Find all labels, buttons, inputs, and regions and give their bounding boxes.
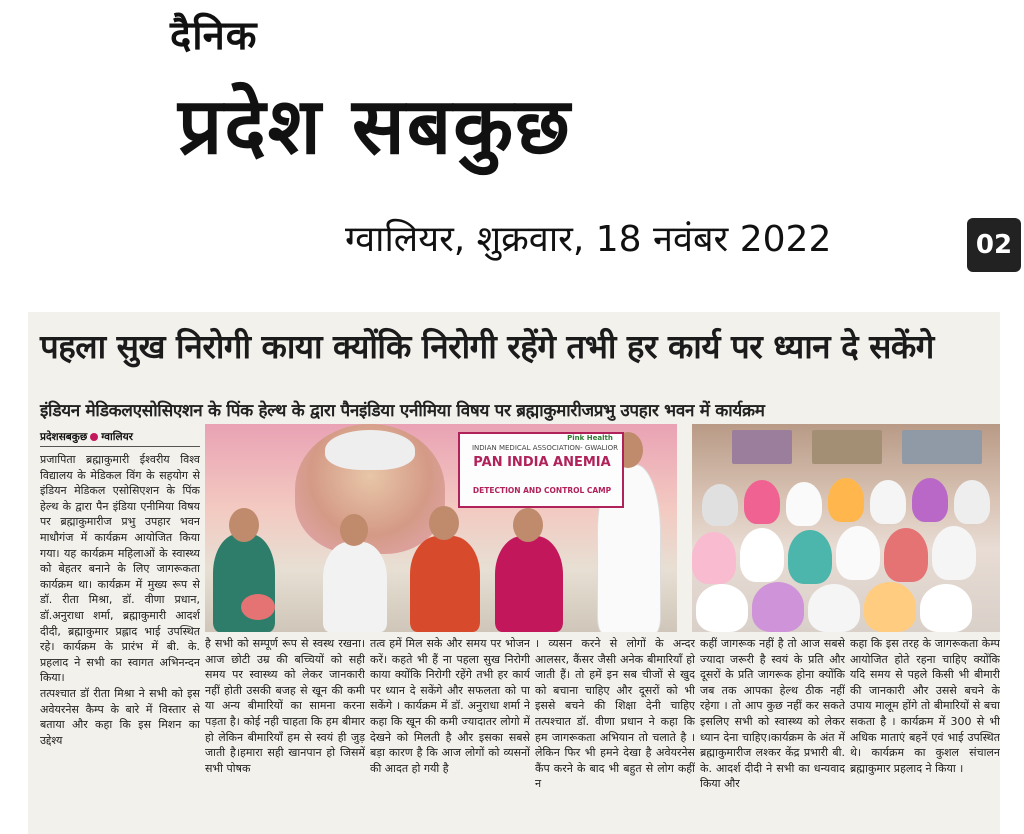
masthead-daily: दैनिक	[170, 13, 258, 59]
masthead-title: प्रदेश सबकुछ	[178, 82, 572, 172]
audience-member	[752, 582, 804, 632]
dateline: ग्वालियर, शुक्रवार, 18 नवंबर 2022	[345, 219, 832, 260]
article-byline	[40, 430, 200, 447]
portrait-hair	[325, 430, 415, 470]
audience-member	[828, 478, 864, 522]
audience-member	[744, 480, 780, 524]
flower-bouquet	[241, 594, 275, 620]
audience-member	[920, 584, 972, 632]
guest-figure	[410, 536, 480, 632]
audience-member	[692, 532, 736, 584]
audience-member	[912, 478, 948, 522]
article-column-5: कहीं जागरूक नहीं है तो आज सबसे ज्यादा जरूरी है स्वयं के प्रति और दूसरों के प्रति जागरूक होना क्योंकि जब तक आपका हेल्थ ठीक नहीं रहेगा । तो आप कुछ नहीं कर सकते इसलिए सभी को स्वास्थ्य को लेकर ध्यान देना चाहिए।कार्यक्रम के अंत में ब्रह्माकुमारीज लश्कर केंद्र प्रभारी बी. के. आदर्श दीदी ने सभी का धन्यवाद किया और	[700, 637, 845, 791]
byline-source: प्रदेशसबकुछ	[40, 431, 88, 443]
guest-head	[513, 508, 543, 542]
banner-tag: Pink Health	[567, 434, 613, 442]
banner-org-line: INDIAN MEDICAL ASSOCIATION- GWALIOR	[471, 444, 619, 452]
wall-frame	[902, 430, 982, 464]
wall-frame	[732, 430, 792, 464]
audience-member	[836, 526, 880, 580]
article-column-1: प्रजापिता ब्रह्माकुमारी ईश्वरीय विश्व विद्यालय के मेडिकल विंग के सहयोग से इंडियन मेडिकल एसोसिएशन के पिंक हेल्थ के द्वारा पैन इंडिया एनीमिया विषय पर ब्रह्माकुमारीज प्रभु उपहार भवन माधौगंज में कार्यक्रम आयोजित किया गया। यह कार्यक्रम महिलाओं के स्वास्थ्य को बेहतर बनाने के लिए जागरूकता कार्यक्रम था। कार्यक्रम में मुख्य रूप से डॉ. रीता मिश्रा, डॉ. वीणा प्रधान, डॉ.अनुराधा शर्मा, ब्रह्माकुमारी आदर्श दीदी, ब्रह्माकुमार प्रह्लाद भाई उपस्थित रहे। कार्यक्रम के प्रारंभ में बी. के. प्रहलाद ने सभी का स्वागत अभिनन्दन किया। तत्पश्चात डॉ रीता मिश्रा ने सभी को इस अवेयरनेस कैम्प के बारे में विस्तार से बताया और कहा कि इस मिशन का उद्देश्य	[40, 453, 200, 747]
guest-figure	[323, 542, 387, 632]
article-subheadline: इंडियन मेडिकलएसोसिएशन के पिंक हेल्थ के द्वारा पैनइंडिया एनीमिया विषय पर ब्रह्माकुमारीजप्रभु उपहार भवन में कार्यक्रम	[40, 401, 765, 421]
article-column-2: है सभी को सम्पूर्ण रूप से स्वस्थ रखना। आज छोटी उम्र की बच्चियों को सही समय पर स्वास्थ्य को लेकर जानकारी नहीं होती उसकी बजह से खून की कमी या अन्य बीमारियों का सामना करना पड़ता है। कोई नही चाहता कि हम बीमार हो लेकिन बीमारियाँ हम से स्वयं ही जुड़ जाती है।हमारा सही खानपान हो जिसमें सभी पोषक	[205, 637, 365, 775]
audience-member	[932, 526, 976, 580]
guest-figure	[495, 536, 563, 632]
guest-head	[229, 508, 259, 542]
audience-member	[740, 528, 784, 582]
article-column-3: तत्व हमें मिल सके और समय पर भोजन करें। कहते भी हैं ना पहला सुख निरोगी काया क्योंकि निरोगी रहेंगे तभी हर कार्य पर ध्यान दे सकेंगे और सफलता को पा सकेंगे । कार्यक्रम में डॉ. अनुराधा शर्मा ने कहा कि खून की कमी ज्यादातर लोगो में देखने को मिलती है और इसका सबसे बड़ा कारण है कि आज लोगों को व्यसनों की आदत हो गयी है	[370, 637, 530, 775]
guest-head	[340, 514, 368, 546]
byline-city: ग्वालियर	[101, 431, 133, 443]
article-column-4: । व्यसन करने से लोगों के अन्दर आलसर, कैंसर जैसी अनेक बीमारियाँ हो जाती हैं। तो हमें इन सब चीजों से खुद को बचाना चाहिए और दूसरों को भी इससे बचने की शिक्षा देनी चाहिए तत्पश्चात डॉ. वीणा प्रधान ने कहा कि हम जागरूकता अभियान तो चलाते है । लेकिन फिर भी हमने देखा है अवेयरनेस कैंप करने के बाद भी बहुत से लोग कहीं न	[535, 637, 695, 791]
audience-member	[864, 582, 916, 632]
audience-member	[808, 584, 860, 632]
audience-member	[954, 480, 990, 524]
audience-member	[786, 482, 822, 526]
banner-title: PAN INDIA ANEMIA	[473, 455, 611, 470]
byline-dot-icon	[90, 433, 98, 441]
audience-member	[702, 484, 738, 526]
audience-photo	[692, 424, 1000, 632]
banner-subtitle: DETECTION AND CONTROL CAMP	[472, 486, 612, 495]
wall-frame	[812, 430, 882, 464]
guest-head	[429, 506, 459, 540]
article-headline: पहला सुख निरोगी काया क्योंकि निरोगी रहेंगे तभी हर कार्य पर ध्यान दे सकेंगे	[40, 327, 934, 366]
page-number-badge: 02	[967, 218, 1021, 272]
audience-member	[696, 584, 748, 632]
audience-member	[884, 528, 928, 582]
audience-member	[870, 480, 906, 524]
article-column-6: कहा कि इस तरह के जागरूकता केम्प आयोजित होते रहना चाहिए क्योंकि यदि समय से पहले किसी भी बीमारी की जानकारी और उससे बचने के उपाय मालूम होंगे तो बीमारियों से बचा सकता है । कार्यक्रम में 300 से भी अधिक माताएं बहनें एवं भाई उपस्थित थे। कार्यक्रम का कुशल संचालन ब्रह्माकुमार प्रहलाद ने किया ।	[850, 637, 1000, 775]
audience-member	[788, 530, 832, 584]
